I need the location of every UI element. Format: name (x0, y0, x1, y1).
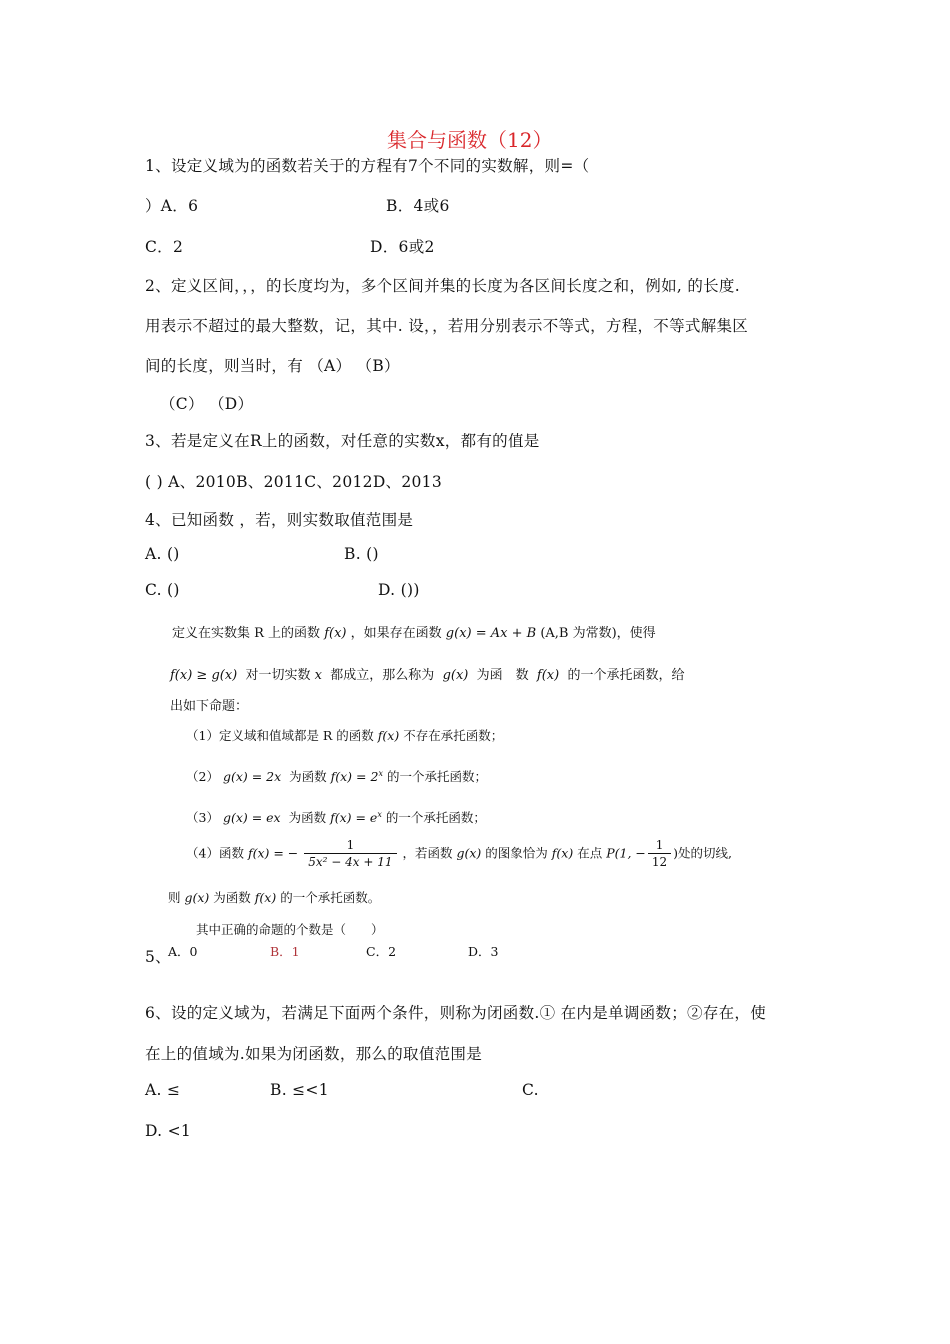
page-title: 集合与函数（12） (387, 128, 553, 152)
q3-options: ( ) A、2010B、2011C、2012D、2013 (145, 473, 443, 491)
q4-option-a: A. () (145, 545, 180, 563)
q4-option-d: D. ()) (378, 581, 420, 599)
q1-option-d: D．6或2 (370, 238, 435, 256)
q5-def2-text-b: 对一切实数 (245, 668, 311, 683)
q2-line-4: （C） （D） (160, 395, 254, 413)
q5-def1-fx: f(x) (324, 626, 347, 641)
q1-option-b: B．4或6 (386, 197, 450, 215)
q5-p5-gx: g(x) (184, 890, 210, 905)
q5-option-c: C．2 (366, 944, 397, 959)
q5-p4-text-c: 的图象恰为 (485, 845, 548, 861)
q5-def2-text-c: 都成立，那么称为 (330, 668, 435, 683)
q5-option-d: D．3 (468, 944, 499, 959)
q5-def1-text-a: 定义在实数集 R 上的函数 (172, 626, 321, 641)
q5-p4-text-b: ，若函数 (402, 845, 453, 861)
q5-p4-point-numerator: 1 (648, 838, 671, 854)
q5-p5-fx: f(x) (254, 890, 277, 905)
q5-p5-text-b: 为函数 (213, 890, 251, 905)
q2-line-3: 间的长度，则当时，有 （A） （B） (145, 357, 400, 375)
q5-p2-fx: f(x) = 2 (330, 769, 379, 784)
q5-p2-gx: g(x) = 2x (222, 769, 282, 784)
q5-proposition-4 (186, 838, 732, 870)
q6-line-1: 6、设的定义域为，若满足下面两个条件，则称为闭函数.① 在内是单调函数；②存在，使 (145, 1004, 767, 1022)
q4-option-b: B. () (344, 545, 379, 563)
q5-p4-point-denominator: 12 (651, 855, 668, 869)
q5-p1-text-b: 不存在承托函数； (403, 728, 504, 743)
q5-proposition-2 (186, 767, 487, 785)
q5-p4-numerator: 1 (304, 838, 396, 854)
q5-def2-ineq: f(x) ≥ g(x) (170, 668, 238, 683)
q5-p4-fraction (304, 838, 396, 870)
q5-p2-exp: x (378, 768, 383, 778)
q5-p3-gx: g(x) = ex (222, 810, 281, 825)
q5-definition-line-2 (170, 664, 684, 683)
q5-p1-text-a: （1）定义域和值域都是 R 的函数 (186, 728, 374, 743)
q1-option-c: C．2 (145, 238, 184, 256)
q5-p4-fx: f(x) (551, 845, 574, 861)
q5-p4-denominator: 5x² − 4x + 11 (308, 855, 393, 869)
q5-p3-fx: f(x) = e (330, 810, 378, 825)
q6-option-c: C. (522, 1081, 539, 1099)
q5-p4-label: （4）函数 (186, 845, 244, 861)
q5-p4-point: P(1, − (606, 845, 646, 861)
q5-def1-text-b: ，如果存在函数 (350, 626, 442, 641)
q6-line-2: 在上的值域为.如果为闭函数，那么的取值范围是 (145, 1045, 483, 1063)
q5-def2-text-d: 为函 数 (476, 668, 529, 683)
q5-p4-gx: g(x) (456, 845, 482, 861)
q5-proposition-4-cont (168, 888, 380, 906)
q5-proposition-3 (186, 808, 486, 826)
q5-def1-gx: g(x) = Ax + B (445, 626, 537, 641)
q5-def2-text-e: 的一个承托函数，给 (567, 668, 685, 683)
q5-option-a: A．0 (168, 944, 198, 959)
q4-option-c: C. () (145, 581, 180, 599)
q5-p3-text-b: 为函数 (288, 810, 327, 825)
q5-question-ask: 其中正确的命题的个数是（ ） (196, 922, 384, 937)
q5-option-b: B．1 (270, 944, 300, 959)
q5-p2-text-b: 为函数 (289, 769, 327, 784)
q5-p2-text-c: 的一个承托函数； (386, 769, 487, 784)
q1-option-a: ）A．6 (145, 197, 199, 215)
q5-def1-text-c: (A,B 为常数)，使得 (540, 626, 656, 641)
q5-p4-text-e: )处的切线, (673, 845, 733, 861)
q6-option-d: D. <1 (145, 1122, 192, 1140)
q5-def2-gx: g(x) (442, 668, 469, 683)
q2-line-1: 2、定义区间，，，的长度均为，多个区间并集的长度为各区间长度之和，例如, 的长度. (145, 277, 740, 295)
q5-definition-line-3: 出如下命题： (170, 699, 249, 714)
q5-def2-x: x (314, 668, 323, 683)
q5-p5-text-a: 则 (168, 890, 181, 905)
q5-number: 5、 (145, 948, 171, 966)
q6-option-b: B. ≤<1 (270, 1081, 329, 1099)
q5-p3-text-c: 的一个承托函数； (385, 810, 486, 825)
q5-proposition-1 (186, 726, 503, 744)
q1-stem: 1、设定义域为的函数若关于的方程有7个不同的实数解，则=（ (145, 157, 590, 175)
q6-option-a: A. ≤ (145, 1081, 181, 1099)
q5-p4-text-d: 在点 (577, 845, 603, 861)
q5-p4-fx-expr: f(x) = − (247, 845, 299, 861)
q5-p4-point-fraction (648, 838, 671, 870)
q5-def2-fx: f(x) (536, 668, 560, 683)
q3-stem: 3、若是定义在R上的函数，对任意的实数x，都有的值是 (145, 432, 540, 450)
q2-line-2: 用表示不超过的最大整数，记，其中. 设，，若用分别表示不等式，方程，不等式解集区 (145, 317, 749, 335)
q5-p1-fx: f(x) (377, 728, 400, 743)
q4-stem: 4、已知函数 ，若，则实数取值范围是 (145, 511, 414, 529)
q5-p5-text-c: 的一个承托函数。 (280, 890, 381, 905)
q5-definition-line-1 (172, 622, 656, 641)
q5-p3-exp: x (377, 809, 382, 819)
q5-p2-label: （2） (186, 769, 219, 784)
q5-p3-label: （3） (186, 810, 219, 825)
